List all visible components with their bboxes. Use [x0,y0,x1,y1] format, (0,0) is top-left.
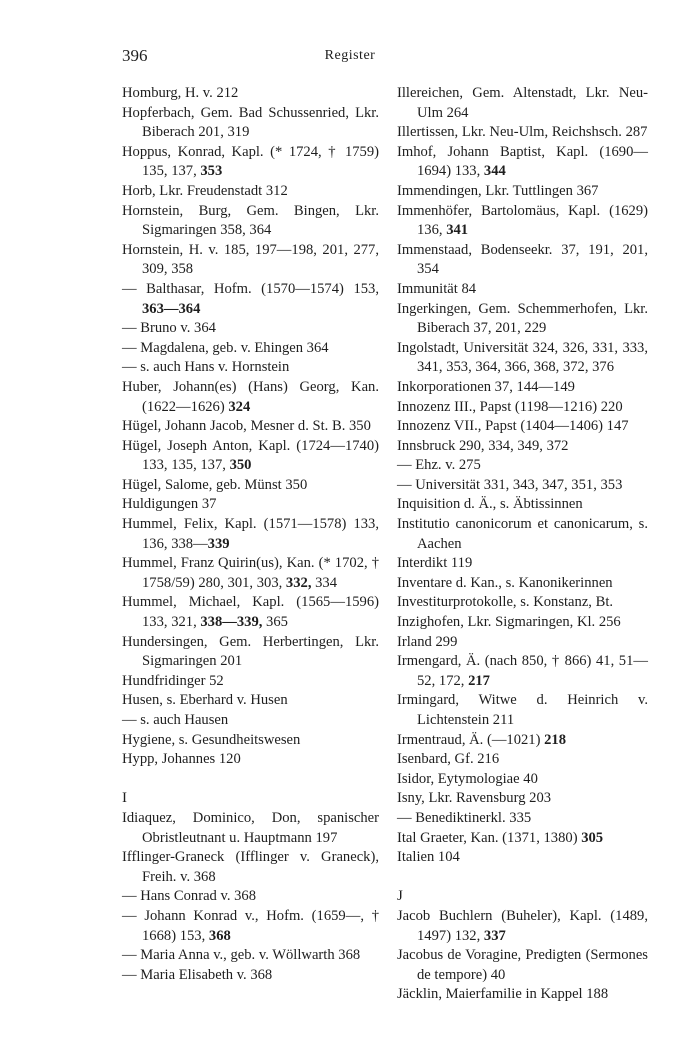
entry-text: Irmingard, Witwe d. Heinrich v. Lichtenstein 211 [397,692,648,728]
index-entry [122,476,379,496]
entry-text: I [122,790,127,807]
index-entry [122,104,379,143]
section-gap [397,868,648,888]
index-entry [397,907,648,946]
entry-text: Homburg, H. v. 212 [122,85,239,101]
main-page-reference: 353 [200,163,223,180]
index-entry [397,280,648,300]
index-entry [397,789,648,809]
main-page-reference: 339 [207,535,230,552]
index-entry [122,848,379,887]
index-entry [122,182,379,202]
index-column-left [122,84,379,985]
entry-text: Irland 299 [397,633,458,650]
index-entry [122,750,379,770]
entry-text: Inkorporationen 37, 144—149 [397,378,575,395]
entry-text: Ingolstadt, Universität 324, 326, 331, 333, 341, 353, 364, 366, 368, 372, 376 [397,339,648,376]
index-entry [122,143,379,182]
entry-text: Isny, Lkr. Ravensburg 203 [397,790,552,807]
entry-text: Innsbruck 290, 334, 349, 372 [397,437,569,454]
index-entry [122,280,379,319]
index-entry [397,633,648,653]
entry-text: Hügel, Joseph Anton, Kapl. (1724—1740) 133, 135, 137, [122,437,379,474]
entry-text: — Maria Anna v., geb. v. Wöllwarth 368 [122,947,361,964]
entry-text: 365 [262,614,288,631]
entry-text: — Bruno v. 364 [122,320,216,337]
index-entry [397,202,648,241]
entry-text: Hügel, Johann Jacob, Mesner d. St. B. 350 [122,418,371,435]
index-entry [122,672,379,692]
index-entry [122,633,379,672]
index-entry [122,515,379,554]
entry-text: Ital Graeter, Kan. (1371, 1380) [397,829,582,846]
entry-text: — Hans Conrad v. 368 [122,888,257,905]
entry-text: — Ehz. v. 275 [397,457,481,474]
index-entry [397,829,648,849]
main-page-reference: 350 [229,457,252,474]
index-entry [397,437,648,457]
index-entry [397,495,648,515]
index-entry [397,378,648,398]
index-entry [122,84,379,104]
entry-text: — Maria Elisabeth v. 368 [122,966,273,983]
entry-text: Innozenz VII., Papst (1404—1406) 147 [397,418,629,435]
index-entry [122,554,379,593]
index-entry [122,495,379,515]
entry-text: — s. auch Hans v. Hornstein [122,359,290,376]
index-entry [122,593,379,632]
index-entry [397,848,648,868]
index-entry [397,770,648,790]
index-entry [397,456,648,476]
entry-text: Hummel, Felix, Kapl. (1571—1578) 133, 136, 338— [122,516,379,552]
entry-text: Huber, Johann(es) (Hans) Georg, Kan. (1622—1626) [122,378,379,415]
entry-text: Immunität 84 [397,280,477,297]
section-letter [397,887,648,907]
index-entry [397,613,648,633]
index-entry [397,84,648,123]
index-entry [397,946,648,985]
index-entry [122,358,379,378]
index-entry [122,731,379,751]
index-entry [397,750,648,770]
index-entry [397,554,648,574]
section-gap [122,770,379,790]
index-entry [397,652,648,691]
main-page-reference: 217 [468,672,490,689]
main-page-reference: 344 [483,163,506,180]
entry-text: Inventare d. Kan., s. Kanonikerinnen [397,574,613,591]
index-entry [397,300,648,339]
index-entry [122,711,379,731]
index-entry [397,143,648,182]
entry-text: Inquisition d. Ä., s. Äbtissinnen [397,496,583,513]
index-entry [397,809,648,829]
entry-text: Hundfridinger 52 [122,672,224,689]
entry-text: Hornstein, H. v. 185, 197—198, 201, 277, 309, 358 [122,241,379,278]
running-title: Register [324,48,376,63]
entry-text: 334 [311,574,338,591]
main-page-reference: 324 [228,398,251,415]
entry-text: Illertissen, Lkr. Neu-Ulm, Reichshsch. 287 [397,124,648,141]
index-entry [122,417,379,437]
index-entry [397,241,648,280]
main-page-reference: 337 [483,927,506,944]
entry-text: Horb, Lkr. Freudenstadt 312 [122,182,288,199]
entry-text: Hügel, Salome, geb. Münst 350 [122,476,308,493]
entry-text: — s. auch Hausen [122,712,229,728]
index-entry [122,378,379,417]
entry-text: Immenstaad, Bodenseekr. 37, 191, 201, 354 [397,241,648,278]
entry-text: Jäcklin, Maierfamilie in Kappel 188 [397,986,609,1003]
main-page-reference: 332, [285,574,312,591]
entry-text: Investiturprotokolle, s. Konstanz, Bt. [397,594,614,611]
entry-text: — Balthasar, Hofm. (1570—1574) 153, [122,280,379,297]
index-column-right [397,84,648,1005]
index-entry [397,182,648,202]
entry-text: Hypp, Johannes 120 [122,751,241,768]
entry-text: Jacobus de Voragine, Predigten (Sermones de tempore) 40 [397,947,648,983]
entry-text: Italien 104 [397,849,460,866]
entry-text: Hopferbach, Gem. Bad Schussenried, Lkr. Biberach 201, 319 [122,104,379,141]
main-page-reference: 363—364 [142,300,201,317]
main-page-reference: 341 [446,222,469,239]
index-entry [397,339,648,378]
index-entry [122,887,379,907]
entry-text: Irmentraud, Ä. (—1021) [397,731,545,748]
entry-text: Interdikt 119 [397,555,473,572]
index-entry [122,946,379,966]
entry-text: Hornstein, Burg, Gem. Bingen, Lkr. Sigmaringen 358, 364 [122,202,379,239]
index-entry [397,515,648,554]
index-entry [122,691,379,711]
index-entry [122,241,379,280]
index-entry [122,339,379,359]
section-letter [122,789,379,809]
entry-text: Ingerkingen, Gem. Schemmerhofen, Lkr. Biberach 37, 201, 229 [397,300,648,337]
entry-text: Institutio canonicorum et canonicarum, s. Aachen [397,516,648,552]
entry-text: Inzighofen, Lkr. Sigmaringen, Kl. 256 [397,614,621,631]
index-entry [397,593,648,613]
entry-text: Ifflinger-Graneck (Ifflinger v. Graneck), Freih. v. 368 [122,849,379,885]
main-page-reference: 368 [208,927,231,944]
index-entry [122,907,379,946]
main-page-reference: 305 [581,829,604,846]
entry-text: Huldigungen 37 [122,496,217,513]
index-entry [397,476,648,496]
index-entry [122,202,379,241]
entry-text: J [397,888,403,905]
index-entry [397,574,648,594]
index-entry [122,809,379,848]
entry-text: Immenhöfer, Bartolomäus, Kapl. (1629) 136, [397,202,648,239]
entry-text: Hummel, Franz Quirin(us), Kan. (* 1702, † 1758/59) 280, 301, 303, [122,555,379,591]
entry-text: Imhof, Johann Baptist, Kapl. (1690—1694) 133, [397,143,648,180]
entry-text: Immendingen, Lkr. Tuttlingen 367 [397,182,599,199]
entry-text: Innozenz III., Papst (1198—1216) 220 [397,398,623,415]
index-entry [122,966,379,986]
entry-text: Husen, s. Eberhard v. Husen [122,692,288,709]
page-number: 396 [122,46,148,65]
entry-text: — Benediktinerkl. 335 [397,809,532,826]
entry-text: Irmengard, Ä. (nach 850, † 866) 41, 51—52, 172, [397,653,648,689]
main-page-reference: 218 [544,731,567,748]
entry-text: Idiaquez, Dominico, Don, spanischer Obristleutnant u. Hauptmann 197 [122,809,379,846]
index-entry [397,123,648,143]
index-entry [122,319,379,339]
entry-text: Jacob Buchlern (Buheler), Kapl. (1489, 1497) 132, [397,907,648,944]
main-page-reference: 338—339, [200,614,263,631]
entry-text: Isidor, Eytymologiae 40 [397,770,538,787]
entry-text: Illereichen, Gem. Altenstadt, Lkr. Neu-Ulm 264 [397,85,648,121]
entry-text: — Universität 331, 343, 347, 351, 353 [397,476,623,493]
entry-text: Hygiene, s. Gesundheitswesen [122,731,301,748]
index-entry [122,437,379,476]
index-entry [397,417,648,437]
entry-text: Hundersingen, Gem. Herbertingen, Lkr. Sigmaringen 201 [122,633,379,670]
entry-text: Hoppus, Konrad, Kapl. (* 1724, † 1759) 135, 137, [122,143,379,180]
index-entry [397,731,648,751]
entry-text: — Magdalena, geb. v. Ehingen 364 [122,339,329,356]
entry-text: Hummel, Michael, Kapl. (1565—1596) 133, 321, [122,594,379,631]
entry-text: — Johann Konrad v., Hofm. (1659—, † 1668) 153, [122,907,379,944]
index-entry [397,985,648,1005]
index-entry [397,691,648,730]
entry-text: Isenbard, Gf. 216 [397,751,500,768]
index-entry [397,398,648,418]
